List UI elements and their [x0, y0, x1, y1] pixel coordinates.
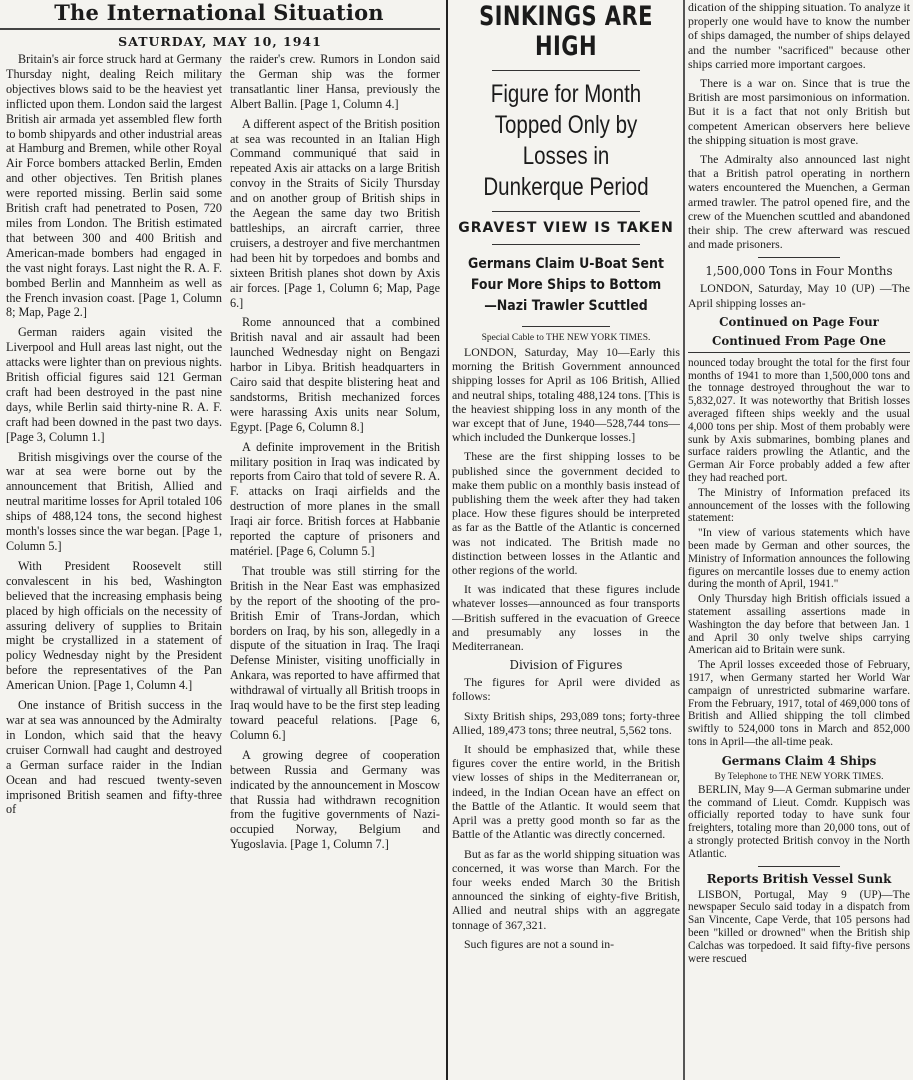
story-paragraph: It was indicated that these figures include whatever losses—announced as four transports—British suffered in the evacuation of Greece and presumably any losses in the Mediterranean.	[452, 582, 680, 654]
main-headline: SINKINGS ARE HIGH	[479, 1, 653, 62]
summary-column-1	[6, 52, 222, 1080]
division-subhead: Division of Figures	[509, 658, 623, 673]
story-paragraph: dication of the shipping situation. To analyze it properly one would have to know the number of ships damaged, the number of ships delayed and the number "sacrificed" because other ships carried more important cargoes.	[688, 0, 910, 71]
headline-deck-3: Germans Claim U-Boat Sent Four More Ships to Bottom —Nazi Trawler Scuttled	[468, 255, 664, 314]
story-paragraph: Sixty British ships, 293,089 tons; forty-three Allied, 189,473 tons; three neutral, 5,562 tons.	[452, 708, 680, 737]
story-credit: Special Cable to THE NEW YORK TIMES.	[481, 333, 651, 343]
summary-paragraph: German raiders again visited the Liverpool and Hull areas last night, out the attacks were lighter than on previous nights. British official figures said 121 German craft had been destroyed in the past nine days, while Berlin said thirty-nine R. A. F. craft had been downed in the past two days. [Page 3, Column 1.]	[6, 325, 222, 444]
story-paragraph: BERLIN, May 9—A German submarine under the command of Lieut. Comdr. Kuppisch was officially reported today to have sunk four freighters, totaling more than 20,000 tons, out of a strongly protected British convoy in the North Atlantic.	[688, 783, 910, 860]
story-paragraph: These are the first shipping losses to be published since the government decided to make them public on a monthly basis instead of publishing them the week after they had taken place. How these figures should be interpreted as far as the Battle of the Atlantic is concerned was not indicated. The British made no distinction between losses in the Atlantic and other regions of the world.	[452, 449, 680, 578]
story-paragraph: The April losses exceeded those of February, 1917, when Germany started her World War campaign of unrestricted submarine warfare. From the February, 1917, total of 469,000 tons of British and Allied shipping the toll climbed swiftly to 524,000 tons in March and 852,000 tons in April—the all-time peak.	[688, 659, 910, 748]
summary-paragraph: the raider's crew. Rumors in London said the German ship was the former transatlantic liner Hansa, previously the Albert Ballin. [Page 1, Column 4.]	[230, 52, 440, 111]
story-paragraph: But as far as the world shipping situation was concerned, it was worse than March. For the four weeks ended March 30 the British announced the sinking of eighty-five British, Allied and neutral ships with an aggregate tonnage of 367,321.	[452, 846, 680, 932]
story-paragraph: Such figures are not a sound in-	[464, 936, 615, 951]
summary-paragraph: British misgivings over the course of the war at sea were borne out by the announcement that British, Allied and neutral maritime losses for April totaled 106 ships of 488,124 tons, the second highest month's losses since the war began. [Page 1, Column 5.]	[6, 449, 222, 553]
story-paragraph: LISBON, Portugal, May 9 (UP)—The newspaper Seculo said today in a dispatch from San Vincente, Cape Verde, that 105 persons had been "killed or drowned" when the British ship Calchas was torpedoed. It said fifty-five persons were rescued	[688, 888, 910, 965]
section-rule	[758, 257, 840, 258]
continuation-column	[688, 0, 910, 1080]
continued-on-line: Continued on Page Four	[719, 314, 879, 329]
dateline: SATURDAY, MAY 10, 1941	[118, 34, 322, 49]
headline-deck-2: GRAVEST VIEW IS TAKEN	[458, 220, 674, 236]
story-paragraph: It should be emphasized that, while these figures cover the entire world, in the British view losses of ships in the Mediterranean or, indeed, in the Indian Ocean have an effect on the Battle of the Atlantic. It would seem that April was a pretty good month so far as the Battle of the Atlantic was directly concerned.	[452, 742, 680, 842]
germans-subhead: Germans Claim 4 Ships	[721, 753, 877, 768]
story-paragraph: There is a war on. Since that is true the British are most parsimonious on information. But it is a fact that not only British but competent American observers here believe the shipping situation is most grave.	[688, 76, 910, 147]
summary-paragraph: A definite improvement in the British military position in Iraq was indicated by reports from Cairo that told of severe R. A. F. attacks on Iraqi airfields and the destruction of more planes in the small Iraqi air force. British forces at Habbanie reported the capture of prisoners and matériel. [Page 6, Column 5.]	[230, 439, 440, 558]
story-paragraph: "In view of various statements which have been made by German and other sources, the Ministry of Information announces the following figures on mercantile losses due to enemy action during the month of April, 1941."	[688, 527, 910, 591]
summary-paragraph: Britain's air force struck hard at Germany Thursday night, dealing Reich military objectives blows said to be the heaviest yet inflicted upon them. London said the largest British air armada yet assembled flew forth to bomb shipyards and other industrial areas at Hamburg and Bremen, while other Royal Air Force bombers attacked Berlin, Emden and other objectives. Ten British planes were reported missing. Berlin said some British craft had penetrated to Posen, 720 miles from London. The British estimated that between 300 and 400 British and American-made bombers had engaged in the vast night forays. Last night the R. A. F. bombed Berlin and Mannheim as well as the French invasion coast. [Page 1, Column 8; Map, Page 2.]	[6, 52, 222, 320]
story-paragraph: Only Thursday high British officials issued a statement assailing assertions made in Washington the day before that between Jan. 1 and April 30 only twelve ships carrying American aid to Britain were sunk.	[688, 593, 910, 657]
story-paragraph: LONDON, Saturday, May 10 (UP) —The April shipping losses an-	[688, 281, 910, 310]
summary-paragraph: One instance of British success in the war at sea was announced by the Admiralty in London, which said that the heavy cruiser Cornwall had caught and destroyed a German surface raider in the Indian Ocean and had rescued twenty-seven imprisoned British seamen and fifty-three of	[6, 698, 222, 817]
reports-subhead: Reports British Vessel Sunk	[706, 871, 892, 886]
summary-header	[0, 0, 440, 60]
story-paragraph: The Admiralty also announced last night that a British patrol operating in northern waters encountered the Muenchen, a German armed trawler. The patrol opened fire, and the crew of the Muenchen scuttled and abandoned their ship. The crew afterward was rescued and made prisoners.	[688, 152, 910, 252]
deck-rule	[522, 326, 610, 327]
summary-paragraph: That trouble was still stirring for the British in the Near East was emphasized by the report of the shooting of the pro-British Emir of Trans-Jordan, which borders on Iraq, by his son, allegedly in a dispute of the situation in Iraq. The Iraqi Defense Minister, visiting unofficially in Ankara, was reported to have affirmed that withdrawal of virtually all British troops in Iraq would have to be the first step leading toward peaceful relations. [Page 6, Column 6.]	[230, 563, 440, 742]
story-paragraph: LONDON, Saturday, May 10—Early this morning the British Government announced shipping losses for April as 106 British, Allied and neutral ships, totaling 488,124 tons. [This is the heaviest shipping loss in any month of the war except that of June, 1940—528,744 tons—which included the Dunkerque losses.]	[452, 345, 680, 445]
column-rule	[683, 0, 685, 1080]
summary-paragraph: A growing degree of cooperation between Russia and Germany was indicated by the announcement in Moscow that Russia had withdrawn recognition from the fugitive governments of Nazi-occupied Norway, Belgium and Yugoslavia. [Page 1, Column 7.]	[230, 747, 440, 852]
story-paragraph: The figures for April were divided as follows:	[452, 675, 680, 704]
summary-paragraph: With President Roosevelt still convalescent in his bed, Washington believed that the increasing emphasis being placed by high officials on the necessity of assuring delivery of supplies to Britain might be crystallized in a statement of policy Wednesday night by the President before the representatives of the Pan American Union. [Page 1, Column 4.]	[6, 558, 222, 693]
summary-paragraph: A different aspect of the British position at sea was recounted in an Italian High Command communiqué that said in repeated Axis air attacks on a large British convoy in the Straits of Sicily Thursday and on another group of British ships in the Aegean the same day two British battleships, an aircraft carrier, three cruisers, a destroyer and five merchantmen had been hit by torpedoes and bombs and sixteen British planes shot down by Axis air forces. [Page 1, Column 6; Map, Page 6.]	[230, 116, 440, 310]
germans-credit: By Telephone to THE NEW YORK TIMES.	[714, 771, 884, 782]
deck-rule	[492, 211, 640, 212]
section-title: The International Situation	[54, 0, 384, 25]
headline-deck-1: Figure for Month Topped Only by Losses in Dunkerque Period	[483, 80, 649, 201]
story-paragraph: nounced today brought the total for the first four months of 1941 to more than 1,500,000 tons and the tonnage destroyed throughout the war to 5,832,027. It was noteworthy that British losses averaged fifteen ships weekly and the usual 4,000 tons per ship. Most of them probably were sunk by Axis submarines, bombing planes and surface raiders prowling the Atlantic, and the German Air Force probably added a few after they had reached port.	[688, 356, 910, 485]
column-rule	[446, 0, 448, 1080]
continuation-rule	[688, 352, 910, 353]
summary-paragraph: Rome announced that a combined British naval and air assault had been launched Wednesday night on Bengazi harbor in Libya. British headquarters in Cairo said that despite blistering heat and sandstorms, British mechanized forces were harassing Axis units near Solum, Egypt. [Page 6, Column 8.]	[230, 315, 440, 434]
continued-from-line: Continued From Page One	[711, 333, 887, 348]
headline-rule	[492, 70, 640, 71]
section-rule	[758, 866, 840, 867]
box-subhead: 1,500,000 Tons in Four Months	[705, 264, 893, 279]
sinkings-column	[452, 0, 680, 1080]
story-paragraph: The Ministry of Information prefaced its announcement of the losses with the following statement:	[688, 486, 910, 525]
summary-column-2	[230, 52, 440, 1080]
deck-rule	[492, 244, 640, 245]
title-rule	[0, 28, 440, 30]
